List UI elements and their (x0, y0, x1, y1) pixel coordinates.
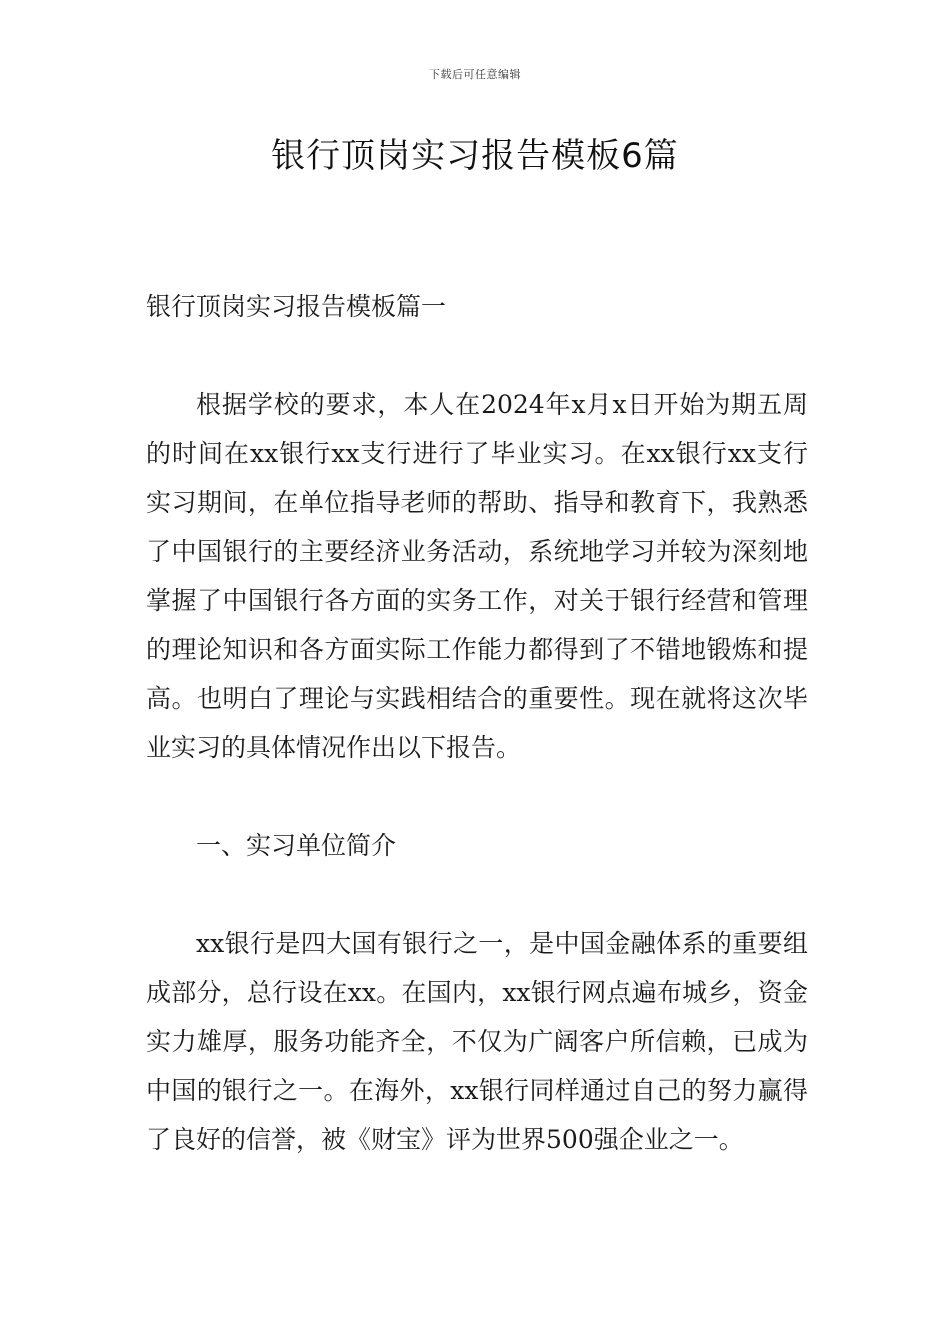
paragraph-bank-intro: xx银行是四大国有银行之一，是中国金融体系的重要组成部分，总行设在xx。在国内，xx银行网点遍布城乡，资金实力雄厚，服务功能齐全，不仅为广阔客户所信赖，已成为中国的银行之一。在海外，xx银行同样通过自己的努力赢得了良好的信誉，被《财宝》评为世界500强企业之一。 (146, 929, 808, 1154)
header-note: 下载后可任意编辑 (429, 68, 521, 81)
document-title: 银行顶岗实习报告模板6篇 (271, 136, 679, 176)
document-body (146, 282, 808, 1213)
paragraph-intro: 根据学校的要求，本人在2024年x月x日开始为期五周的时间在xx银行xx支行进行了毕业实习。在xx银行xx支行实习期间，在单位指导老师的帮助、指导和教育下，我熟悉了中国银行的主要经济业务活动，系统地学习并较为深刻地掌握了中国银行各方面的实务工作，对关于银行经营和管理的理论知识和各方面实际工作能力都得到了不错地锻炼和提高。也明白了理论与实践相结合的重要性。现在就将这次毕业实习的具体情况作出以下报告。 (146, 390, 808, 762)
section-title: 银行顶岗实习报告模板篇一 (146, 292, 447, 321)
subheading-unit-intro: 一、实习单位简介 (196, 831, 397, 860)
